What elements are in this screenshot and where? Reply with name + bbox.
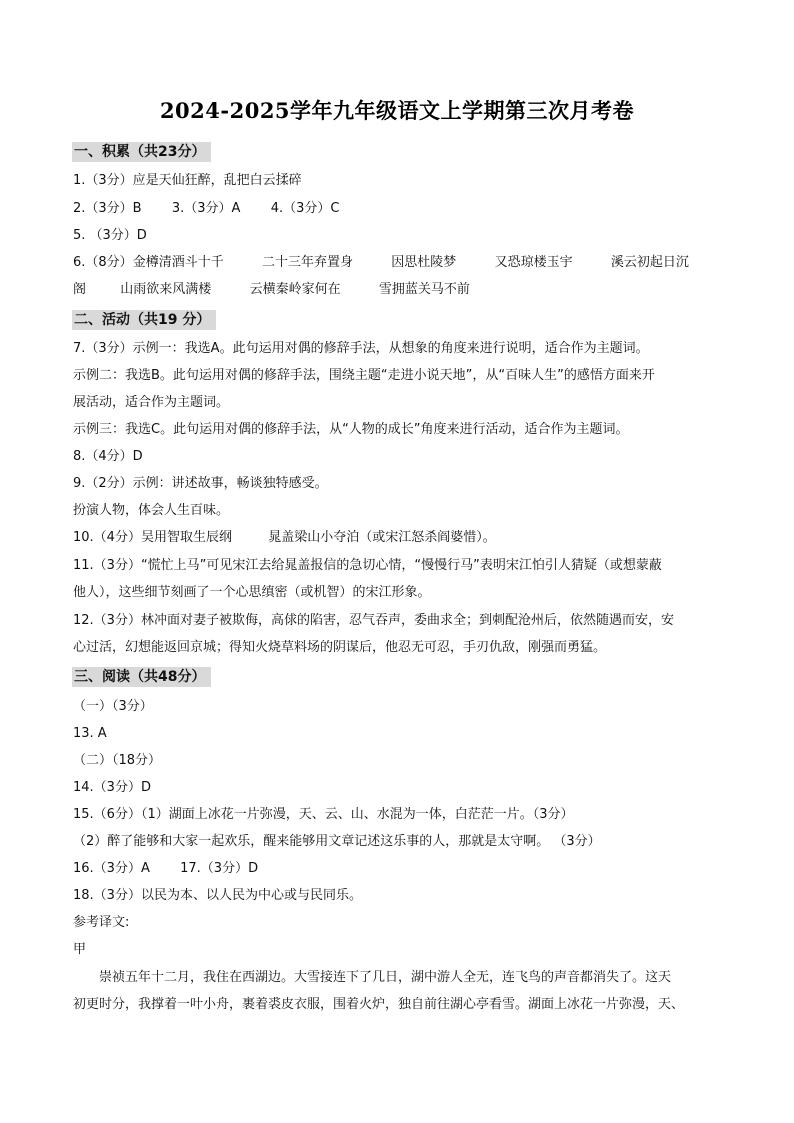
answer-q6-item: 雪拥蓝关马不前: [378, 282, 470, 297]
section-header-reading: 三、阅读（共48分）: [72, 667, 211, 687]
answer-q18: 18.（3分）以民为本、以人民为中心或与民同乐。: [73, 888, 362, 903]
answer-q10-part-a: 10.（4分）吴用智取生辰纲: [73, 530, 232, 545]
translation-line1: 崇祯五年十二月，我住在西湖边。大雪接连下了几日，湖中游人全无，连飞鸟的声音都消失了。这天: [99, 970, 672, 985]
answer-q2: 2.（3分）B: [73, 201, 142, 216]
answer-row-q16-q17: [73, 860, 725, 878]
answer-q17: 17.（3分）D: [180, 861, 259, 876]
page-title: 2024-2025学年九年级语文上学期第三次月考卷: [159, 98, 635, 123]
answer-q14: 14.（3分）D: [73, 780, 151, 795]
answer-q15-line1: 15.（6分）（1）湖面上冰花一片弥漫，天、云、山、水混为一体，白茫茫一片。（3分）: [73, 807, 574, 822]
translation-line2: 初更时分，我撑着一叶小舟，裹着裘皮衣服，围着火炉，独自前往湖心亭看雪。湖面上冰花一片弥漫，天、: [73, 997, 685, 1012]
passage-jia-label: 甲: [73, 942, 87, 957]
answer-q13: 13. A: [73, 726, 107, 741]
answer-q6-line2: [73, 281, 725, 299]
answer-row-q2-q4: [73, 200, 725, 218]
answer-q12-line2: 心过活，幻想能返回京城；得知火烧草料场的阴谋后，他忍无可忍，手刃仇敌，刚强而勇猛。: [73, 640, 607, 655]
answer-q7-line1: 7.（3分）示例一：我选A。此句运用对偶的修辞手法，从想象的角度来进行说明，适合作为主题词。: [73, 341, 649, 356]
answer-q6-item: 溪云初起日沉: [610, 255, 689, 270]
reading-part-2-label: （二）（18分）: [73, 753, 162, 768]
answer-q9-line1: 9.（2分）示例：讲述故事，畅谈独特感受。: [73, 476, 328, 491]
answer-q6-item: 二十三年弃置身: [261, 255, 353, 270]
answer-q16: 16.（3分）A: [73, 861, 150, 876]
answer-q15-line2: （2）醉了能够和大家一起欢乐，醒来能够用文章记述这乐事的人，那就是太守啊。 （3分）: [73, 834, 601, 849]
answer-q3: 3.（3分）A: [171, 201, 241, 216]
answer-q12-line1: 12.（3分）林冲面对妻子被欺侮，高俅的陷害，忍气吞声，委曲求全；到刺配沧州后，依然随遇而安，安: [73, 613, 674, 628]
answer-q6-item: 因思杜陵梦: [391, 255, 457, 270]
answer-q6-prefix: 6.（8分）: [73, 255, 133, 270]
section-header-activity: 二、活动（共19 分）: [72, 310, 216, 330]
answer-q1: 1.（3分）应是天仙狂醉，乱把白云揉碎: [73, 173, 302, 188]
answer-q7-line2: 示例二：我选B。此句运用对偶的修辞手法，围绕主题“走进小说天地”，从“百味人生”的感悟方面来开: [73, 368, 655, 383]
answer-q10: [73, 529, 725, 547]
reading-part-1-label: （一）（3分）: [73, 699, 153, 714]
answer-q6-item: 云横秦岭家何在: [249, 282, 341, 297]
answer-q10-part-b: 晁盖梁山小夺泊（或宋江怒杀阎婆惜）。: [268, 530, 496, 545]
answer-q6-item: 又恐琼楼玉宇: [494, 255, 573, 270]
answer-q4: 4.（3分）C: [270, 201, 340, 216]
section-header-accumulation: 一、积累（共23分）: [72, 142, 211, 162]
answer-q6-item: 山雨欲来风满楼: [120, 282, 212, 297]
answer-q7-line3: 展活动，适合作为主题词。: [73, 395, 230, 410]
answer-q5: 5. （3分）D: [73, 228, 147, 243]
answer-q6-item: 阁: [73, 282, 87, 297]
answer-q8: 8.（4分）D: [73, 449, 143, 464]
answer-q6-item: 金樽清酒斗十千: [132, 255, 224, 270]
answer-q9-line2: 扮演人物，体会人生百味。: [73, 503, 230, 518]
answer-q11-line2: 他人），这些细节刻画了一个心思缜密（或机智）的宋江形象。: [73, 585, 431, 600]
answer-q7-line4: 示例三：我选C。此句运用对偶的修辞手法，从“人物的成长”角度来进行活动，适合作为主题词。: [73, 422, 629, 437]
answer-q6-line1: [73, 254, 725, 272]
answer-q11-line1: 11.（3分）“慌忙上马”可见宋江去给晁盖报信的急切心情，“慢慢行马”表明宋江怕引人猜疑（或想蒙蔽: [73, 558, 662, 573]
reference-translation-label: 参考译文:: [73, 915, 130, 930]
